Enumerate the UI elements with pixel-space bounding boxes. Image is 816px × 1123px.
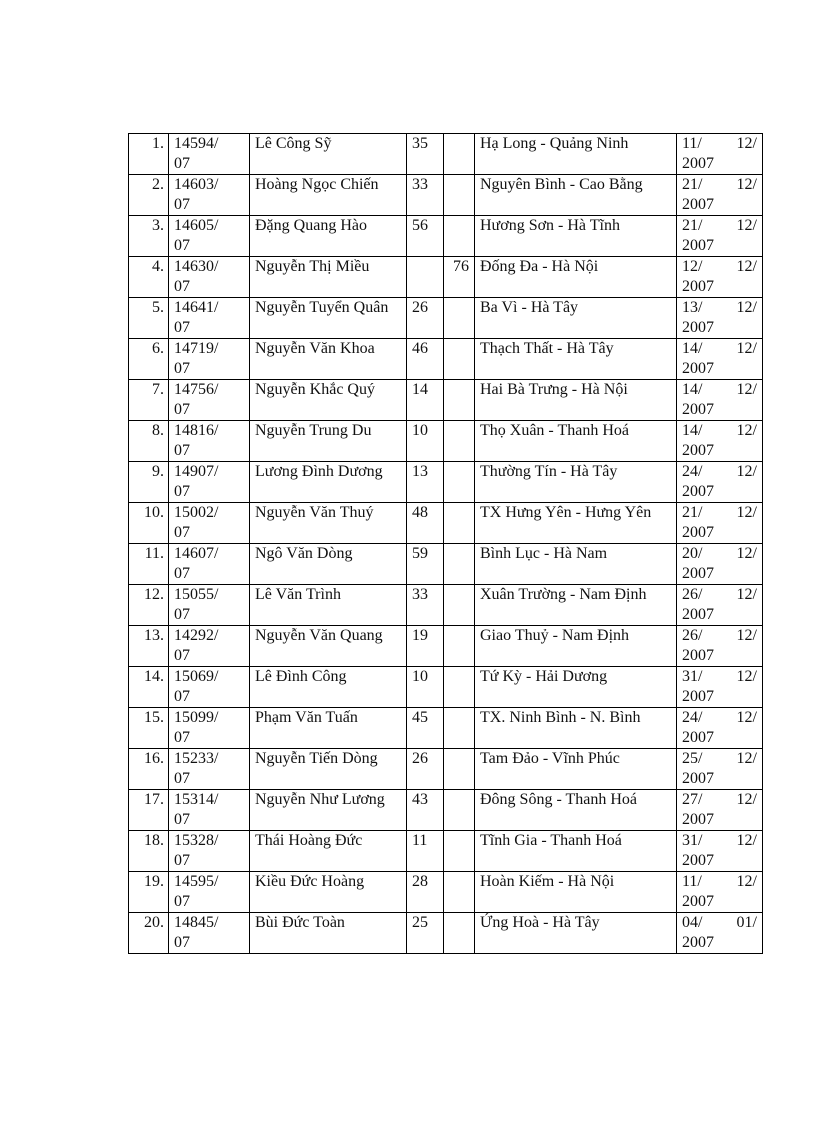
address-cell: Đông Sông - Thanh Hoá: [475, 790, 677, 831]
date-day-month: [682, 749, 757, 769]
patient-name-cell: Nguyễn Khắc Quý: [250, 380, 407, 421]
record-code-cell: [169, 503, 250, 544]
date-month: 12/: [736, 586, 757, 603]
record-code-cell: [169, 831, 250, 872]
date-year: 2007: [682, 852, 714, 869]
table-row: [129, 298, 763, 339]
row-number-cell: 10.: [129, 503, 169, 544]
age-female-cell: [444, 790, 475, 831]
address-cell: Nguyên Bình - Cao Bằng: [475, 175, 677, 216]
patient-name-cell: Nguyễn Tuyển Quân: [250, 298, 407, 339]
record-code-year: 07: [174, 155, 190, 172]
table-row: [129, 175, 763, 216]
age-male-cell: 10: [407, 421, 444, 462]
patient-name-cell: Phạm Văn Tuấn: [250, 708, 407, 749]
date-day-month: [682, 462, 757, 482]
date-day: 20/: [682, 545, 703, 562]
record-code-part: 14907/: [174, 463, 219, 480]
date-year: 2007: [682, 729, 714, 746]
age-male-cell: 48: [407, 503, 444, 544]
row-number-cell: 4.: [129, 257, 169, 298]
age-female-cell: [444, 913, 475, 954]
date-year: 2007: [682, 647, 714, 664]
record-code-part: 15002/: [174, 504, 219, 521]
date-year: 2007: [682, 811, 714, 828]
age-female-cell: [444, 585, 475, 626]
row-number-cell: 16.: [129, 749, 169, 790]
row-number-cell: 5.: [129, 298, 169, 339]
age-female-cell: [444, 175, 475, 216]
table-row: [129, 872, 763, 913]
table-row: [129, 913, 763, 954]
date-day-month: [682, 626, 757, 646]
date-day-month: [682, 667, 757, 687]
record-code-cell: [169, 257, 250, 298]
row-number-cell: 8.: [129, 421, 169, 462]
age-male-cell: 25: [407, 913, 444, 954]
date-day: 31/: [682, 832, 703, 849]
age-female-cell: [444, 708, 475, 749]
row-number-cell: 14.: [129, 667, 169, 708]
date-year: 2007: [682, 483, 714, 500]
patient-name-cell: Lê Văn Trình: [250, 585, 407, 626]
date-year: 2007: [682, 442, 714, 459]
date-year: 2007: [682, 770, 714, 787]
date-cell: [677, 626, 763, 667]
record-code-year: 07: [174, 196, 190, 213]
date-day-month: [682, 380, 757, 400]
date-year: 2007: [682, 196, 714, 213]
date-cell: [677, 872, 763, 913]
patient-name-cell: Nguyễn Như Lương: [250, 790, 407, 831]
record-code-year: 07: [174, 729, 190, 746]
patient-name-cell: Hoàng Ngọc Chiến: [250, 175, 407, 216]
patient-name-cell: Nguyễn Văn Khoa: [250, 339, 407, 380]
age-male-cell: 56: [407, 216, 444, 257]
record-code-cell: [169, 544, 250, 585]
patient-name-cell: Lê Đình Công: [250, 667, 407, 708]
date-month: 12/: [736, 381, 757, 398]
record-code-year: 07: [174, 934, 190, 951]
record-code-cell: [169, 298, 250, 339]
address-cell: Tứ Kỳ - Hải Dương: [475, 667, 677, 708]
date-day-month: [682, 790, 757, 810]
record-code-part: 14605/: [174, 217, 219, 234]
table-row: [129, 380, 763, 421]
record-code-year: 07: [174, 770, 190, 787]
age-female-cell: [444, 216, 475, 257]
date-day: 21/: [682, 504, 703, 521]
date-cell: [677, 421, 763, 462]
record-code-year: 07: [174, 442, 190, 459]
date-day-month: [682, 913, 757, 933]
age-female-cell: [444, 462, 475, 503]
table-row: [129, 831, 763, 872]
age-female-cell: [444, 544, 475, 585]
patient-records-table: [128, 133, 763, 954]
date-cell: [677, 790, 763, 831]
record-code-year: 07: [174, 278, 190, 295]
record-code-cell: [169, 380, 250, 421]
record-code-year: 07: [174, 606, 190, 623]
record-code-cell: [169, 749, 250, 790]
age-male-cell: 26: [407, 298, 444, 339]
age-female-cell: 76: [444, 257, 475, 298]
age-male-cell: 26: [407, 749, 444, 790]
record-code-cell: [169, 175, 250, 216]
date-year: 2007: [682, 934, 714, 951]
date-day: 24/: [682, 709, 703, 726]
row-number-cell: 6.: [129, 339, 169, 380]
date-month: 12/: [736, 217, 757, 234]
record-code-part: 14719/: [174, 340, 219, 357]
date-month: 12/: [736, 340, 757, 357]
date-day-month: [682, 134, 757, 154]
record-code-year: 07: [174, 401, 190, 418]
patient-name-cell: Thái Hoàng Đức: [250, 831, 407, 872]
age-male-cell: [407, 257, 444, 298]
table-row: [129, 749, 763, 790]
record-code-part: 14603/: [174, 176, 219, 193]
date-month: 12/: [736, 832, 757, 849]
row-number-cell: 1.: [129, 134, 169, 175]
record-code-part: 14845/: [174, 914, 219, 931]
date-year: 2007: [682, 565, 714, 582]
date-day: 11/: [682, 873, 702, 890]
table-row: [129, 421, 763, 462]
date-month: 12/: [736, 709, 757, 726]
age-female-cell: [444, 134, 475, 175]
date-day: 21/: [682, 217, 703, 234]
record-code-part: 15055/: [174, 586, 219, 603]
date-day: 14/: [682, 422, 703, 439]
table-row: [129, 339, 763, 380]
table-row: [129, 708, 763, 749]
record-code-year: 07: [174, 811, 190, 828]
table-row: [129, 790, 763, 831]
date-cell: [677, 175, 763, 216]
patient-name-cell: Nguyễn Tiến Dòng: [250, 749, 407, 790]
address-cell: TX. Ninh Bình - N. Bình: [475, 708, 677, 749]
date-year: 2007: [682, 688, 714, 705]
date-day-month: [682, 831, 757, 851]
patient-name-cell: Bùi Đức Toàn: [250, 913, 407, 954]
date-day: 04/: [682, 914, 703, 931]
address-cell: Ba Vì - Hà Tây: [475, 298, 677, 339]
record-code-cell: [169, 216, 250, 257]
date-day: 12/: [682, 258, 703, 275]
address-cell: Ứng Hoà - Hà Tây: [475, 913, 677, 954]
date-cell: [677, 667, 763, 708]
date-day-month: [682, 872, 757, 892]
date-month: 12/: [736, 463, 757, 480]
date-day: 14/: [682, 381, 703, 398]
date-year: 2007: [682, 155, 714, 172]
date-day: 25/: [682, 750, 703, 767]
record-code-cell: [169, 421, 250, 462]
table-row: [129, 216, 763, 257]
age-female-cell: [444, 749, 475, 790]
record-code-cell: [169, 667, 250, 708]
date-month: 12/: [736, 791, 757, 808]
date-day-month: [682, 544, 757, 564]
date-month: 12/: [736, 504, 757, 521]
date-cell: [677, 585, 763, 626]
age-male-cell: 43: [407, 790, 444, 831]
record-code-year: 07: [174, 852, 190, 869]
row-number-cell: 15.: [129, 708, 169, 749]
row-number-cell: 13.: [129, 626, 169, 667]
address-cell: Hương Sơn - Hà Tĩnh: [475, 216, 677, 257]
patient-name-cell: Kiều Đức Hoàng: [250, 872, 407, 913]
row-number-cell: 12.: [129, 585, 169, 626]
address-cell: Xuân Trường - Nam Định: [475, 585, 677, 626]
record-code-part: 14292/: [174, 627, 219, 644]
row-number-cell: 7.: [129, 380, 169, 421]
row-number-cell: 18.: [129, 831, 169, 872]
age-male-cell: 11: [407, 831, 444, 872]
record-code-year: 07: [174, 647, 190, 664]
date-day: 26/: [682, 586, 703, 603]
patient-name-cell: Nguyễn Văn Quang: [250, 626, 407, 667]
record-code-year: 07: [174, 360, 190, 377]
age-male-cell: 35: [407, 134, 444, 175]
date-day: 31/: [682, 668, 703, 685]
age-female-cell: [444, 339, 475, 380]
record-code-part: 14595/: [174, 873, 219, 890]
record-code-cell: [169, 134, 250, 175]
date-cell: [677, 913, 763, 954]
record-code-year: 07: [174, 237, 190, 254]
record-code-cell: [169, 462, 250, 503]
patient-name-cell: Nguyễn Trung Du: [250, 421, 407, 462]
record-code-part: 15099/: [174, 709, 219, 726]
age-female-cell: [444, 872, 475, 913]
date-day-month: [682, 421, 757, 441]
record-code-part: 15314/: [174, 791, 219, 808]
age-male-cell: 45: [407, 708, 444, 749]
date-day: 27/: [682, 791, 703, 808]
record-code-year: 07: [174, 319, 190, 336]
age-male-cell: 33: [407, 585, 444, 626]
row-number-cell: 2.: [129, 175, 169, 216]
date-day: 13/: [682, 299, 703, 316]
date-month: 12/: [736, 750, 757, 767]
age-female-cell: [444, 298, 475, 339]
patient-name-cell: Lương Đình Dương: [250, 462, 407, 503]
date-cell: [677, 749, 763, 790]
record-code-year: 07: [174, 483, 190, 500]
date-year: 2007: [682, 401, 714, 418]
age-female-cell: [444, 626, 475, 667]
date-day-month: [682, 503, 757, 523]
table-row: [129, 134, 763, 175]
date-day: 14/: [682, 340, 703, 357]
record-code-part: 14641/: [174, 299, 219, 316]
age-male-cell: 33: [407, 175, 444, 216]
record-code-cell: [169, 708, 250, 749]
date-month: 12/: [736, 668, 757, 685]
record-code-year: 07: [174, 565, 190, 582]
record-code-part: 14594/: [174, 135, 219, 152]
date-day-month: [682, 257, 757, 277]
date-month: 12/: [736, 299, 757, 316]
date-year: 2007: [682, 360, 714, 377]
record-code-cell: [169, 913, 250, 954]
date-day-month: [682, 339, 757, 359]
age-male-cell: 19: [407, 626, 444, 667]
date-day: 11/: [682, 135, 702, 152]
row-number-cell: 9.: [129, 462, 169, 503]
record-code-cell: [169, 585, 250, 626]
table-row: [129, 462, 763, 503]
age-female-cell: [444, 831, 475, 872]
table-row: [129, 667, 763, 708]
address-cell: Giao Thuỷ - Nam Định: [475, 626, 677, 667]
record-code-part: 15328/: [174, 832, 219, 849]
date-month: 12/: [736, 545, 757, 562]
date-year: 2007: [682, 893, 714, 910]
address-cell: Đống Đa - Hà Nội: [475, 257, 677, 298]
table-row: [129, 544, 763, 585]
table-row: [129, 257, 763, 298]
address-cell: Hoàn Kiếm - Hà Nội: [475, 872, 677, 913]
date-month: 12/: [736, 873, 757, 890]
record-code-year: 07: [174, 688, 190, 705]
patient-name-cell: Ngô Văn Dòng: [250, 544, 407, 585]
record-code-part: 15233/: [174, 750, 219, 767]
age-female-cell: [444, 421, 475, 462]
date-cell: [677, 134, 763, 175]
patient-name-cell: Nguyễn Thị Miều: [250, 257, 407, 298]
age-female-cell: [444, 503, 475, 544]
date-day-month: [682, 298, 757, 318]
record-code-cell: [169, 790, 250, 831]
address-cell: TX Hưng Yên - Hưng Yên: [475, 503, 677, 544]
record-code-cell: [169, 339, 250, 380]
address-cell: Thường Tín - Hà Tây: [475, 462, 677, 503]
address-cell: Hạ Long - Quảng Ninh: [475, 134, 677, 175]
row-number-cell: 3.: [129, 216, 169, 257]
patient-name-cell: Nguyễn Văn Thuý: [250, 503, 407, 544]
date-month: 01/: [736, 914, 757, 931]
row-number-cell: 20.: [129, 913, 169, 954]
date-month: 12/: [736, 258, 757, 275]
record-code-part: 14816/: [174, 422, 219, 439]
age-male-cell: 13: [407, 462, 444, 503]
date-day-month: [682, 585, 757, 605]
date-day: 24/: [682, 463, 703, 480]
record-code-cell: [169, 626, 250, 667]
date-cell: [677, 380, 763, 421]
date-cell: [677, 708, 763, 749]
date-day-month: [682, 175, 757, 195]
patient-name-cell: Đặng Quang Hào: [250, 216, 407, 257]
address-cell: Thạch Thất - Hà Tây: [475, 339, 677, 380]
date-day: 26/: [682, 627, 703, 644]
date-year: 2007: [682, 606, 714, 623]
date-cell: [677, 216, 763, 257]
date-cell: [677, 339, 763, 380]
address-cell: Tam Đảo - Vĩnh Phúc: [475, 749, 677, 790]
address-cell: Hai Bà Trưng - Hà Nội: [475, 380, 677, 421]
date-cell: [677, 831, 763, 872]
record-code-part: 14756/: [174, 381, 219, 398]
address-cell: Tĩnh Gia - Thanh Hoá: [475, 831, 677, 872]
age-male-cell: 46: [407, 339, 444, 380]
address-cell: Thọ Xuân - Thanh Hoá: [475, 421, 677, 462]
date-cell: [677, 503, 763, 544]
record-code-part: 15069/: [174, 668, 219, 685]
date-month: 12/: [736, 422, 757, 439]
record-code-cell: [169, 872, 250, 913]
date-year: 2007: [682, 319, 714, 336]
date-month: 12/: [736, 135, 757, 152]
record-code-part: 14630/: [174, 258, 219, 275]
date-cell: [677, 298, 763, 339]
age-male-cell: 28: [407, 872, 444, 913]
row-number-cell: 11.: [129, 544, 169, 585]
table-row: [129, 585, 763, 626]
row-number-cell: 17.: [129, 790, 169, 831]
age-female-cell: [444, 667, 475, 708]
date-day-month: [682, 216, 757, 236]
age-male-cell: 14: [407, 380, 444, 421]
record-code-year: 07: [174, 893, 190, 910]
date-month: 12/: [736, 176, 757, 193]
record-code-year: 07: [174, 524, 190, 541]
record-code-part: 14607/: [174, 545, 219, 562]
address-cell: Bình Lục - Hà Nam: [475, 544, 677, 585]
date-day: 21/: [682, 176, 703, 193]
age-male-cell: 10: [407, 667, 444, 708]
date-year: 2007: [682, 237, 714, 254]
date-cell: [677, 257, 763, 298]
table-row: [129, 626, 763, 667]
age-male-cell: 59: [407, 544, 444, 585]
date-cell: [677, 462, 763, 503]
date-cell: [677, 544, 763, 585]
table-row: [129, 503, 763, 544]
date-year: 2007: [682, 278, 714, 295]
records-table-body: [129, 134, 763, 954]
age-female-cell: [444, 380, 475, 421]
date-month: 12/: [736, 627, 757, 644]
patient-name-cell: Lê Công Sỹ: [250, 134, 407, 175]
row-number-cell: 19.: [129, 872, 169, 913]
date-day-month: [682, 708, 757, 728]
date-year: 2007: [682, 524, 714, 541]
